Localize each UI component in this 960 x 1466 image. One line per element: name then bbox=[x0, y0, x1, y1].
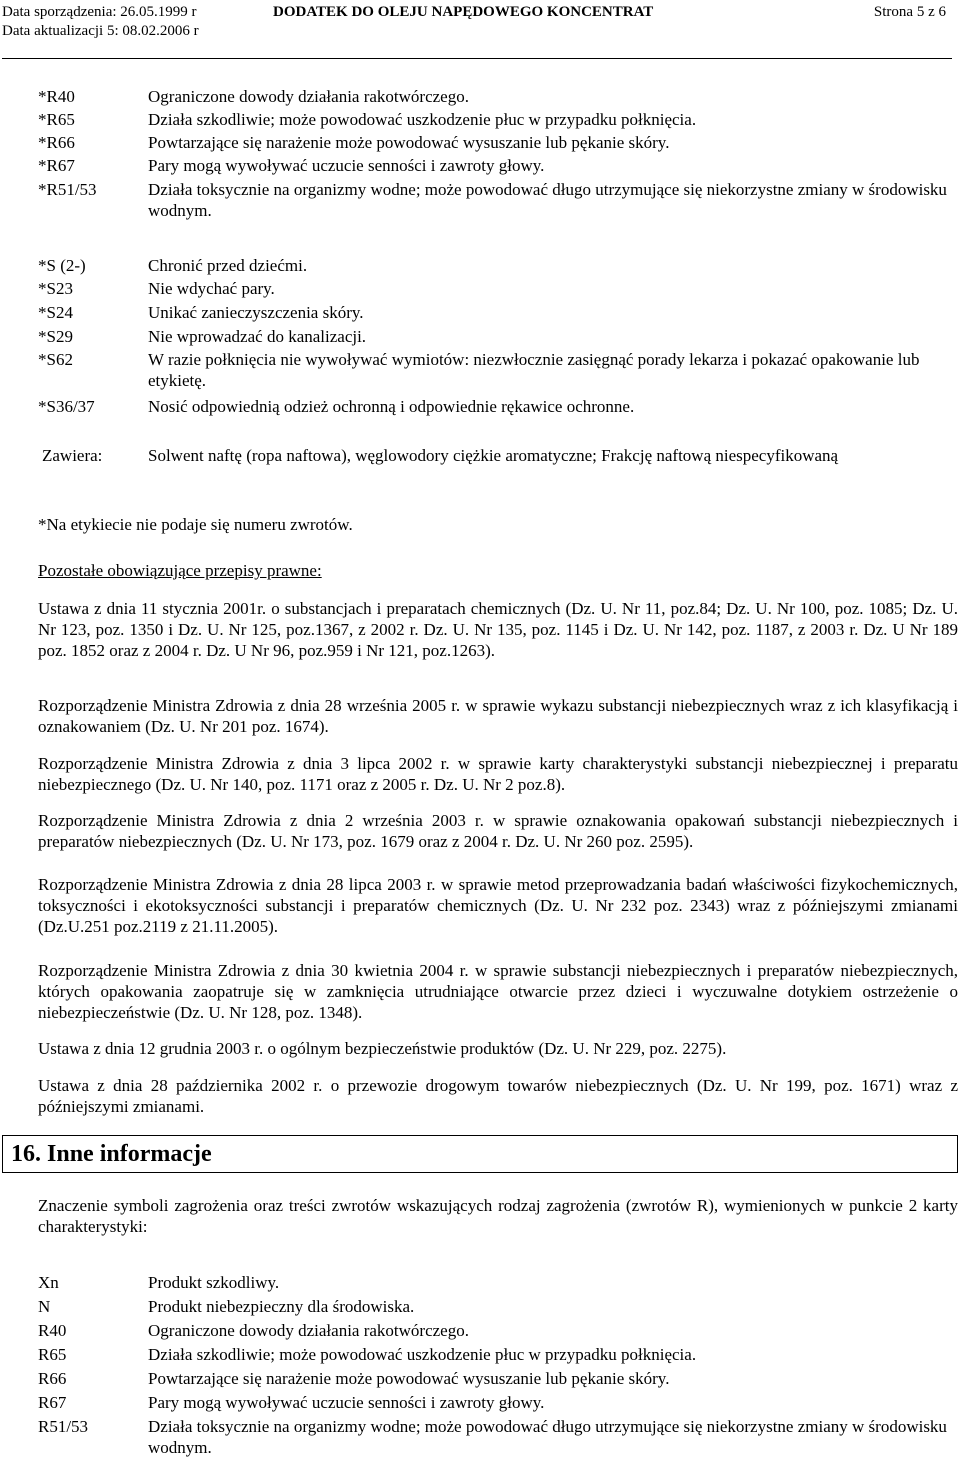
symbol-code: R40 bbox=[38, 1321, 67, 1340]
r-phrase-text: Działa toksycznie na organizmy wodne; może powodować długo utrzymujące się niekorzystne zmiany w środowisku wodnym. bbox=[148, 180, 947, 220]
page-number: Strona 5 z 6 bbox=[873, 4, 946, 20]
contains-text: Solwent naftę (ropa naftowa), węglowodory ciężkie aromatyczne; Frakcję naftową niespecyfikowaną bbox=[148, 446, 839, 465]
regulation-paragraph: Ustawa z dnia 12 grudnia 2003 r. o ogólnym bezpieczeństwie produktów (Dz. U. Nr 229, poz. 2275). bbox=[38, 1039, 727, 1058]
symbol-code: N bbox=[38, 1297, 51, 1316]
label-note: *Na etykiecie nie podaje się numeru zwrotów. bbox=[38, 515, 353, 534]
regulation-paragraph: Rozporządzenie Ministra Zdrowia z dnia 3 lipca 2002 r. w sprawie karty charakterystyki substancji niebezpiecznej i preparatu niebezpiecznego (Dz. U. Nr 140, poz. 1171 oraz z 2005 r. Dz. U. Nr 2 poz.8). bbox=[38, 754, 958, 794]
section-16-heading bbox=[2, 1135, 958, 1173]
symbol-code: Xn bbox=[38, 1273, 59, 1292]
s-phrase-text: Unikać zanieczyszczenia skóry. bbox=[148, 303, 364, 322]
symbol-text: Działa szkodliwie; może powodować uszkodzenie płuc w przypadku połknięcia. bbox=[148, 1345, 697, 1364]
regulation-paragraph: Rozporządzenie Ministra Zdrowia z dnia 2 września 2003 r. w sprawie oznakowania opakowań substancji niebezpiecznych i preparatów niebezpiecznych (Dz. U. Nr 173, poz. 1679 oraz z 2004 r. Dz. U. Nr 260 poz. 2595). bbox=[38, 811, 958, 851]
r-phrase-text: Pary mogą wywoływać uczucie senności i zawroty głowy. bbox=[148, 156, 545, 175]
s-phrase-code: *S (2-) bbox=[38, 256, 86, 275]
symbol-text: Działa toksycznie na organizmy wodne; może powodować długo utrzymujące się niekorzystne zmiany w środowisku wodnym. bbox=[148, 1417, 947, 1457]
regulation-paragraph: Rozporządzenie Ministra Zdrowia z dnia 28 września 2005 r. w sprawie wykazu substancji niebezpiecznych wraz z ich klasyfikacją i oznakowaniem (Dz. U. Nr 201 poz. 1674). bbox=[38, 696, 958, 736]
document-title: DODATEK DO OLEJU NAPĘDOWEGO KONCENTRAT bbox=[273, 4, 654, 20]
s-phrase-code: *S36/37 bbox=[38, 397, 95, 416]
s-phrase-code: *S29 bbox=[38, 327, 73, 346]
creation-date: Data sporządzenia: 26.05.1999 r bbox=[2, 4, 197, 20]
s-phrase-text: Nie wprowadzać do kanalizacji. bbox=[148, 327, 367, 346]
regulation-paragraph: Rozporządzenie Ministra Zdrowia z dnia 30 kwietnia 2004 r. w sprawie substancji niebezpiecznych i preparatów niebezpiecznych, których opakowania zaopatruje się w zamknięcia utrudniające otwarcie przez dzieci i wyczuwalne dotykiem ostrzeżenie o niebezpieczeństwie (Dz. U. Nr 128, poz. 1348). bbox=[38, 961, 958, 1022]
regulation-paragraph: Ustawa z dnia 28 października 2002 r. o przewozie drogowym towarów niebezpiecznych (Dz. U. Nr 199, poz. 1671) wraz z późniejszymi zmianami. bbox=[38, 1076, 958, 1116]
symbol-code: R51/53 bbox=[38, 1417, 89, 1436]
r-phrase-code: *R66 bbox=[38, 133, 75, 152]
regulation-paragraph: Ustawa z dnia 11 stycznia 2001r. o substancjach i preparatach chemicznych (Dz. U. Nr 11, poz.84; Dz. U. Nr 100, poz. 1085; Dz. U. Nr 123, poz. 1350 i Dz. U. Nr 125, poz.1367, z 2002 r. Dz. U. Nr 135, poz. 1145 i Dz. U. Nr 142, poz. 1187, z 2003 r. Dz. U Nr 189 poz. 1852 oraz z 2004 r. Dz. U Nr 96, poz.959 i Nr 121, poz.1263). bbox=[38, 599, 958, 660]
r-phrase-text: Ograniczone dowody działania rakotwórczego. bbox=[148, 87, 469, 106]
s-phrase-text: Nosić odpowiednią odzież ochronną i odpowiednie rękawice ochronne. bbox=[148, 397, 635, 416]
r-phrase-code: *R65 bbox=[38, 110, 75, 129]
contains-label: Zawiera: bbox=[42, 446, 103, 465]
section-16-intro: Znaczenie symboli zagrożenia oraz treści zwrotów wskazujących rodzaj zagrożenia (zwrotów R), wymienionych w punkcie 2 karty charakterystyki: bbox=[38, 1196, 958, 1236]
s-phrase-text: Nie wdychać pary. bbox=[148, 279, 275, 298]
page-header bbox=[0, 0, 960, 46]
symbol-text: Powtarzające się narażenie może powodować wysuszanie lub pękanie skóry. bbox=[148, 1369, 670, 1388]
s-phrase-text: W razie połknięcia nie wywoływać wymiotów: niezwłocznie zasięgnąć porady lekarza i pokazać opakowanie lub etykietę. bbox=[148, 350, 920, 390]
s-phrase-code: *S62 bbox=[38, 350, 73, 369]
s-phrase-code: *S23 bbox=[38, 279, 73, 298]
r-phrase-code: *R51/53 bbox=[38, 180, 97, 199]
r-phrase-text: Działa szkodliwie; może powodować uszkodzenie płuc w przypadku połknięcia. bbox=[148, 110, 697, 129]
symbol-text: Produkt szkodliwy. bbox=[148, 1273, 280, 1292]
update-date: Data aktualizacji 5: 08.02.2006 r bbox=[2, 23, 199, 39]
s-phrase-code: *S24 bbox=[38, 303, 73, 322]
symbol-text: Pary mogą wywoływać uczucie senności i zawroty głowy. bbox=[148, 1393, 545, 1412]
section-16-title: 16. Inne informacje bbox=[11, 1141, 212, 1167]
s-phrase-text: Chronić przed dziećmi. bbox=[148, 256, 308, 275]
header-divider bbox=[2, 58, 952, 59]
r-phrase-code: *R67 bbox=[38, 156, 75, 175]
regulations-heading: Pozostałe obowiązujące przepisy prawne: bbox=[38, 561, 322, 580]
symbol-text: Produkt niebezpieczny dla środowiska. bbox=[148, 1297, 415, 1316]
symbol-code: R66 bbox=[38, 1369, 67, 1388]
symbol-code: R67 bbox=[38, 1393, 67, 1412]
symbol-text: Ograniczone dowody działania rakotwórczego. bbox=[148, 1321, 469, 1340]
r-phrase-code: *R40 bbox=[38, 87, 75, 106]
symbol-code: R65 bbox=[38, 1345, 67, 1364]
r-phrase-text: Powtarzające się narażenie może powodować wysuszanie lub pękanie skóry. bbox=[148, 133, 670, 152]
regulation-paragraph: Rozporządzenie Ministra Zdrowia z dnia 28 lipca 2003 r. w sprawie metod przeprowadzania badań właściwości fizykochemicznych, toksyczności i ekotoksyczności substancji i preparatów chemicznych (Dz. U. Nr 232 poz. 2343) wraz z późniejszymi zmianami (Dz.U.251 poz.2119 z 21.11.2005). bbox=[38, 875, 958, 936]
